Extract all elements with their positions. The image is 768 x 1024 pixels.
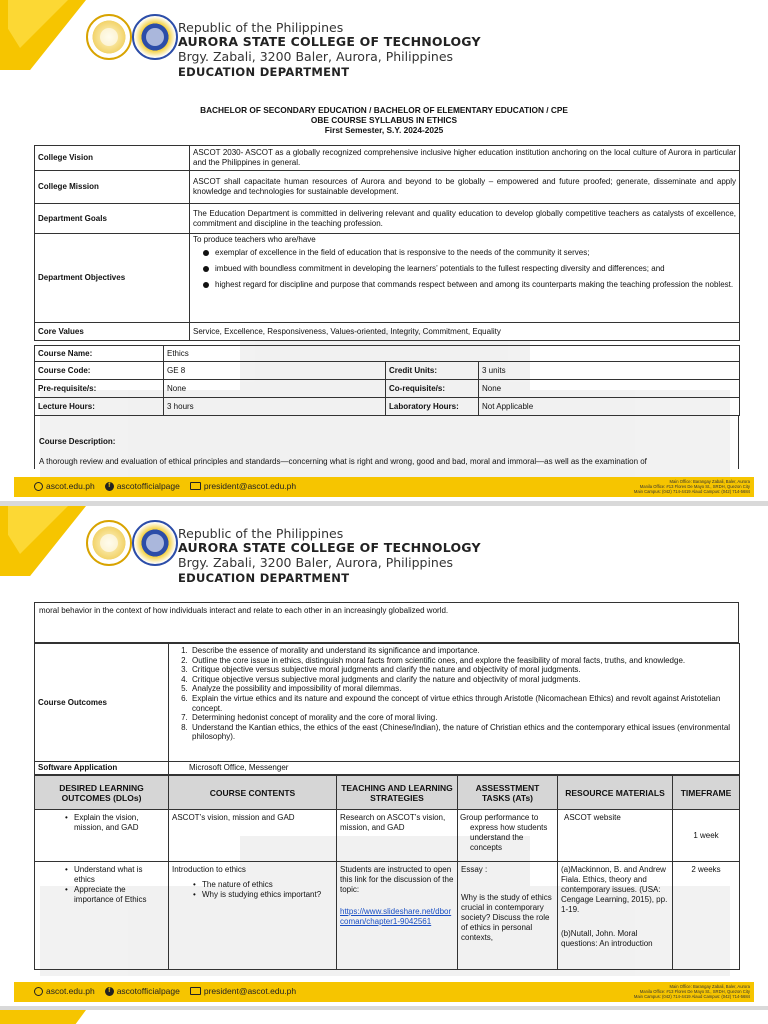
dlo-cell [35, 862, 169, 970]
list-item: 2. Outline the core issue in ethics, distinguish moral facts from scientific ones, and explore the feasibility of moral facts, truths, and knowledge. [190, 656, 736, 666]
corequisite-label: Co-requisite/s: [386, 380, 479, 398]
timeframe-cell: 1 week [673, 810, 740, 862]
software-label: Software Application [35, 762, 169, 775]
course-description-box [34, 415, 739, 469]
content-list [202, 880, 333, 900]
department-seal-icon [132, 520, 178, 566]
footer-website-text: ascot.edu.ph [46, 986, 95, 996]
course-info-table [34, 345, 740, 416]
content-title: Introduction to ethics [172, 865, 246, 874]
assessment-title: Essay : [461, 865, 488, 874]
footer-website[interactable] [34, 481, 95, 491]
list-item: • Why is studying ethics important? [202, 890, 333, 900]
footer-office-2: Manila Office: #13 Flores De Mayo St., SRDH, Quezon City [639, 484, 750, 489]
college-seal-icon [86, 14, 132, 60]
list-item: 8. Understand the Kantian ethics, the ethics of the east (Chinese/Indian), the nature of Christian ethics and the contemporary ethical issues (environmental philosophy). [190, 723, 736, 742]
footer-website[interactable] [34, 986, 95, 996]
letterhead-department: EDUCATION DEPARTMENT [178, 65, 350, 79]
mission-text: ASCOT shall capacitate human resources of Aurora and beyond to be globally – empowered and future proofed; generate, disseminate and apply knowledge and technologies for sustainable development. [190, 171, 740, 204]
footer-email[interactable] [190, 481, 296, 491]
footer-facebook-text: ascotofficialpage [116, 986, 180, 996]
course-outcomes-cell [169, 644, 740, 762]
content-cell [169, 862, 337, 970]
footer-email[interactable] [190, 986, 296, 996]
vision-label: College Vision [35, 146, 190, 171]
corequisite-value: None [479, 380, 740, 398]
table-row [35, 204, 740, 234]
table-row [35, 362, 740, 380]
course-description-label: Course Description: [39, 437, 116, 446]
vision-text: ASCOT 2030- ASCOT as a globally recognized comprehensive inclusive higher education institution anchoring on the local culture of Aurora in particular and the Philippines in general. [190, 146, 740, 171]
footer-office-3: Main Campus: (042) 714-4419 Alaud Campus: (042) 714-5684 [633, 489, 750, 494]
footer-office-1: Main Office: Barangay Zabali, Baler, Aurora [669, 984, 750, 989]
assessment-cell [458, 862, 558, 970]
department-seal-icon [132, 14, 178, 60]
list-item: 4. Critique objective versus subjective moral judgments and clarify the nature and objectivity of moral judgments. [190, 675, 736, 685]
strategy-cell: Research on ASCOT’s vision, mission, and GAD [337, 810, 458, 862]
letterhead-country: Republic of the Philippines [178, 20, 344, 35]
page-2 [0, 506, 768, 1006]
footer-contacts [34, 481, 296, 491]
dlo-cell [35, 810, 169, 862]
objectives-list [215, 248, 736, 290]
strategy-link-wrap [340, 907, 454, 927]
lecture-hours-value: 3 hours [164, 398, 386, 416]
syllabus-course-title: OBE COURSE SYLLABUS IN ETHICS [310, 115, 458, 125]
globe-icon [34, 987, 43, 996]
core-values-text: Service, Excellence, Responsiveness, Values-oriented, Integrity, Commitment, Equality [190, 323, 740, 341]
outcomes-table [34, 643, 740, 775]
column-header: TIMEFRAME [673, 776, 740, 810]
course-code-value: GE 8 [164, 362, 386, 380]
footer-email-text: president@ascot.edu.ph [203, 481, 297, 491]
laboratory-hours-label: Laboratory Hours: [386, 398, 479, 416]
course-name-label: Course Name: [35, 346, 164, 362]
objectives-cell [190, 234, 740, 323]
learning-plan-table [34, 775, 740, 970]
yellow-stripe-decoration [0, 1010, 86, 1024]
list-item: 6. Explain the virtue ethics and its nature and expound the concept of virtue ethics through Aristotle (Nicomachean Ethics) and revolt against Aristotelian concept. [190, 694, 736, 713]
globe-icon [34, 482, 43, 491]
prerequisite-value: None [164, 380, 386, 398]
footer [0, 978, 768, 1006]
letterhead-department: EDUCATION DEPARTMENT [178, 571, 350, 585]
column-header: DESIRED LEARNING OUTCOMES (DLOs) [35, 776, 169, 810]
assessment-text: Group performance to express how students understand the concepts [460, 813, 548, 852]
table-row [35, 146, 740, 171]
core-values-label: Core Values [35, 323, 190, 341]
content-cell: ASCOT’s vision, mission and GAD [169, 810, 337, 862]
table-row [35, 323, 740, 341]
column-header: TEACHING AND LEARNING STRATEGIES [337, 776, 458, 810]
table-header-row [35, 776, 740, 810]
mail-icon [190, 987, 201, 995]
goals-text: The Education Department is committed in delivering relevant and quality education to develop globally competitive teachers as catalysts of excellence, commitment and discipline in the teaching profession. [190, 204, 740, 234]
objectives-label: Department Objectives [35, 234, 190, 323]
column-header: ASSESSTMENT TASKS (ATs) [458, 776, 558, 810]
footer-office-3: Main Campus: (042) 714-4419 Alaud Campus: (042) 714-5684 [633, 994, 750, 999]
mission-label: College Mission [35, 171, 190, 204]
letterhead-college: AURORA STATE COLLEGE OF TECHNOLOGY [178, 540, 481, 555]
footer-facebook-text: ascotofficialpage [116, 481, 180, 491]
list-item: 7. Determining hedonist concept of morality and the core of moral living. [190, 713, 736, 723]
objectives-intro: To produce teachers who are/have [193, 235, 316, 244]
resource-a: (a)Mackinnon, B. and Andrew Fiala. Ethics, theory and contemporary issues. (USA: Cengage Learning, 2015), pp. 1-19. [561, 865, 668, 914]
laboratory-hours-value: Not Applicable [479, 398, 740, 416]
page-1 [0, 0, 768, 501]
course-description-text: A thorough review and evaluation of ethical principles and standards—concerning what is right and wrong, good and bad, moral and immoral—as well as the examination of [39, 457, 647, 466]
strategy-text: Students are instructed to open this link for the discussion of the topic: [340, 865, 454, 894]
letterhead-text [178, 526, 481, 587]
slideshare-link[interactable]: https://www.slideshare.net/dborcoman/chapter1-9042561 [340, 907, 452, 926]
mail-icon [190, 482, 201, 490]
table-row [35, 762, 740, 775]
letterhead [0, 0, 768, 96]
list-item: • Explain the vision, mission, and GAD [74, 813, 165, 833]
facebook-icon: f [105, 987, 114, 996]
list-item: imbued with boundless commitment in developing the learners’ potentials to the fullest respecting diversity and differences; and [215, 264, 736, 274]
credit-units-label: Credit Units: [386, 362, 479, 380]
footer-contacts [34, 986, 296, 996]
footer-email-text: president@ascot.edu.ph [203, 986, 297, 996]
table-row [35, 644, 740, 762]
list-item: 5. Analyze the possibility and impossibility of moral dilemmas. [190, 684, 736, 694]
list-item: 3. Critique objective versus subjective moral judgments and clarify the nature and objectivity of moral judgments. [190, 665, 736, 675]
table-row [35, 346, 740, 362]
course-description-continued [34, 602, 739, 643]
resource-b: (b)Nutall, John. Moral questions: An introduction [561, 929, 653, 948]
software-value: Microsoft Office, Messenger [169, 762, 740, 775]
resource-cell [558, 862, 673, 970]
strategy-cell [337, 862, 458, 970]
syllabus-semester: First Semester, S.Y. 2024-2025 [324, 125, 444, 135]
assessment-text: Why is the study of ethics crucial in contemporary society? Discuss the role of ethics in personal contexts, [461, 893, 552, 942]
table-row [35, 862, 740, 970]
page-3-top [0, 1010, 768, 1024]
footer-facebook[interactable] [105, 986, 180, 996]
letterhead-text [178, 20, 481, 81]
goals-label: Department Goals [35, 204, 190, 234]
course-name-value: Ethics [164, 346, 740, 362]
lecture-hours-label: Lecture Hours: [35, 398, 164, 416]
resource-cell: ASCOT website [558, 810, 673, 862]
list-item: • Appreciate the importance of Ethics [74, 885, 165, 905]
letterhead-address: Brgy. Zabali, 3200 Baler, Aurora, Philippines [178, 555, 454, 570]
course-description-text-continued: moral behavior in the context of how individuals interact and relate to each other in an increasingly globalized world. [39, 606, 449, 615]
footer-offices [634, 984, 750, 999]
dlo-list [74, 865, 165, 905]
institution-info-table [34, 145, 740, 341]
college-seal-icon [86, 520, 132, 566]
list-item: • The nature of ethics [202, 880, 333, 890]
list-item: exemplar of excellence in the field of education that is responsive to the needs of the community it serves; [215, 248, 736, 258]
course-code-label: Course Code: [35, 362, 164, 380]
list-item: 1. Describe the essence of morality and understand its significance and importance. [190, 646, 736, 656]
footer-facebook[interactable] [105, 481, 180, 491]
credit-units-value: 3 units [479, 362, 740, 380]
table-row [35, 380, 740, 398]
assessment-cell [458, 810, 558, 862]
table-row [35, 234, 740, 323]
letterhead [0, 506, 768, 602]
prerequisite-label: Pre-requisite/s: [35, 380, 164, 398]
column-header: COURSE CONTENTS [169, 776, 337, 810]
footer-website-text: ascot.edu.ph [46, 481, 95, 491]
syllabus-program-title: BACHELOR OF SECONDARY EDUCATION / BACHELOR OF ELEMENTARY EDUCATION / CPE [200, 105, 568, 115]
course-outcomes-label: Course Outcomes [35, 644, 169, 762]
course-outcomes-list [190, 646, 736, 742]
letterhead-country: Republic of the Philippines [178, 526, 344, 541]
footer-offices [634, 479, 750, 494]
column-header: RESOURCE MATERIALS [558, 776, 673, 810]
table-row [35, 171, 740, 204]
letterhead-college: AURORA STATE COLLEGE OF TECHNOLOGY [178, 34, 481, 49]
facebook-icon: f [105, 482, 114, 491]
footer [0, 473, 768, 501]
timeframe-cell: 2 weeks [673, 862, 740, 970]
list-item: highest regard for discipline and purpose that commands respect between and among its counterparts making the teaching profession the noblest. [215, 280, 736, 290]
dlo-list [74, 813, 165, 833]
footer-office-1: Main Office: Barangay Zabali, Baler, Aurora [669, 479, 750, 484]
letterhead-address: Brgy. Zabali, 3200 Baler, Aurora, Philippines [178, 49, 454, 64]
list-item: • Understand what is ethics [74, 865, 165, 885]
table-row [35, 398, 740, 416]
footer-office-2: Manila Office: #13 Flores De Mayo St., SRDH, Quezon City [639, 989, 750, 994]
table-row [35, 810, 740, 862]
